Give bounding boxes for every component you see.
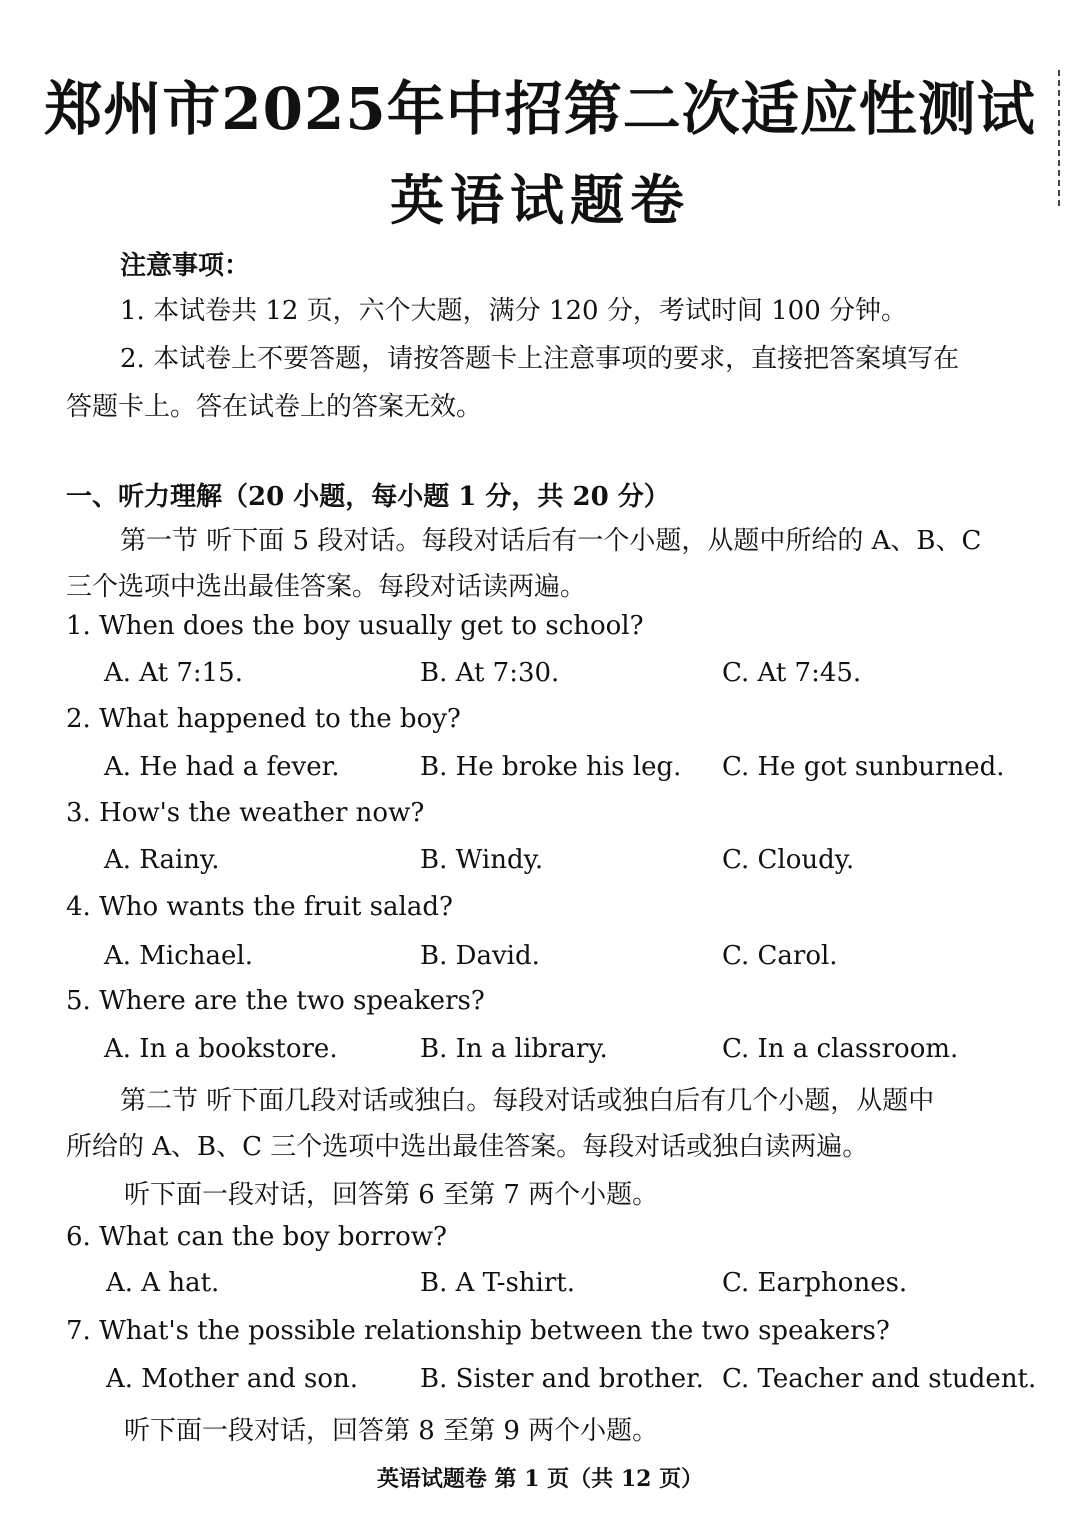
q2-option-b: B. He broke his leg. bbox=[420, 752, 682, 782]
q1-option-c: C. At 7:45. bbox=[722, 658, 862, 688]
part-1-instructions: 第一节 听下面 5 段对话。每段对话后有一个小题，从题中所给的 A、B、C bbox=[120, 526, 982, 556]
question-7: 7. What's the possible relationship between the two speakers? bbox=[66, 1316, 890, 1346]
q3-option-a: A. Rainy. bbox=[104, 845, 220, 875]
notice-item-2: 2. 本试卷上不要答题，请按答题卡上注意事项的要求，直接把答案填写在 bbox=[120, 344, 960, 374]
q6-option-b: B. A T-shirt. bbox=[420, 1268, 575, 1298]
q3-option-b: B. Windy. bbox=[420, 845, 544, 875]
q7-option-c: C. Teacher and student. bbox=[722, 1364, 1037, 1394]
instruction-q8-q9: 听下面一段对话，回答第 8 至第 9 两个小题。 bbox=[124, 1416, 659, 1446]
question-4: 4. Who wants the fruit salad? bbox=[66, 892, 453, 922]
q3-option-c: C. Cloudy. bbox=[722, 845, 855, 875]
question-5: 5. Where are the two speakers? bbox=[66, 986, 485, 1016]
part-1-instructions-cont: 三个选项中选出最佳答案。每段对话读两遍。 bbox=[66, 572, 587, 602]
q5-option-b: B. In a library. bbox=[420, 1034, 608, 1064]
question-6: 6. What can the boy borrow? bbox=[66, 1222, 447, 1252]
notice-item-2-cont: 答题卡上。答在试卷上的答案无效。 bbox=[66, 392, 483, 422]
notice-item-1: 1. 本试卷共 12 页，六个大题，满分 120 分，考试时间 100 分钟。 bbox=[120, 296, 907, 326]
q2-option-a: A. He had a fever. bbox=[104, 752, 340, 782]
q2-option-c: C. He got sunburned. bbox=[722, 752, 1005, 782]
q1-option-b: B. At 7:30. bbox=[420, 658, 560, 688]
notice-heading: 注意事项： bbox=[120, 251, 251, 281]
instruction-q6-q7: 听下面一段对话，回答第 6 至第 7 两个小题。 bbox=[124, 1180, 659, 1210]
q6-option-a: A. A hat. bbox=[106, 1268, 220, 1298]
exam-subtitle: 英语试题卷 bbox=[390, 168, 690, 232]
q5-option-c: C. In a classroom. bbox=[722, 1034, 959, 1064]
q4-option-b: B. David. bbox=[420, 941, 540, 971]
q7-option-a: A. Mother and son. bbox=[106, 1364, 359, 1394]
q5-option-a: A. In a bookstore. bbox=[104, 1034, 338, 1064]
question-2: 2. What happened to the boy? bbox=[66, 704, 461, 734]
part-2-instructions: 第二节 听下面几段对话或独白。每段对话或独白后有几个小题，从题中 bbox=[120, 1086, 935, 1116]
q4-option-a: A. Michael. bbox=[104, 941, 254, 971]
question-1: 1. When does the boy usually get to school? bbox=[66, 611, 644, 641]
page-footer: 英语试题卷 第 1 页（共 12 页） bbox=[376, 1466, 704, 1492]
question-3: 3. How's the weather now? bbox=[66, 798, 425, 828]
q4-option-c: C. Carol. bbox=[722, 941, 838, 971]
q6-option-c: C. Earphones. bbox=[722, 1268, 908, 1298]
exam-title: 郑州市2025年中招第二次适应性测试 bbox=[44, 75, 1036, 143]
section-1-heading: 一、听力理解（20 小题，每小题 1 分，共 20 分） bbox=[66, 482, 670, 512]
q1-option-a: A. At 7:15. bbox=[104, 658, 243, 688]
part-2-instructions-cont: 所给的 A、B、C 三个选项中选出最佳答案。每段对话或独白读两遍。 bbox=[66, 1132, 869, 1162]
q7-option-b: B. Sister and brother. bbox=[420, 1364, 704, 1394]
